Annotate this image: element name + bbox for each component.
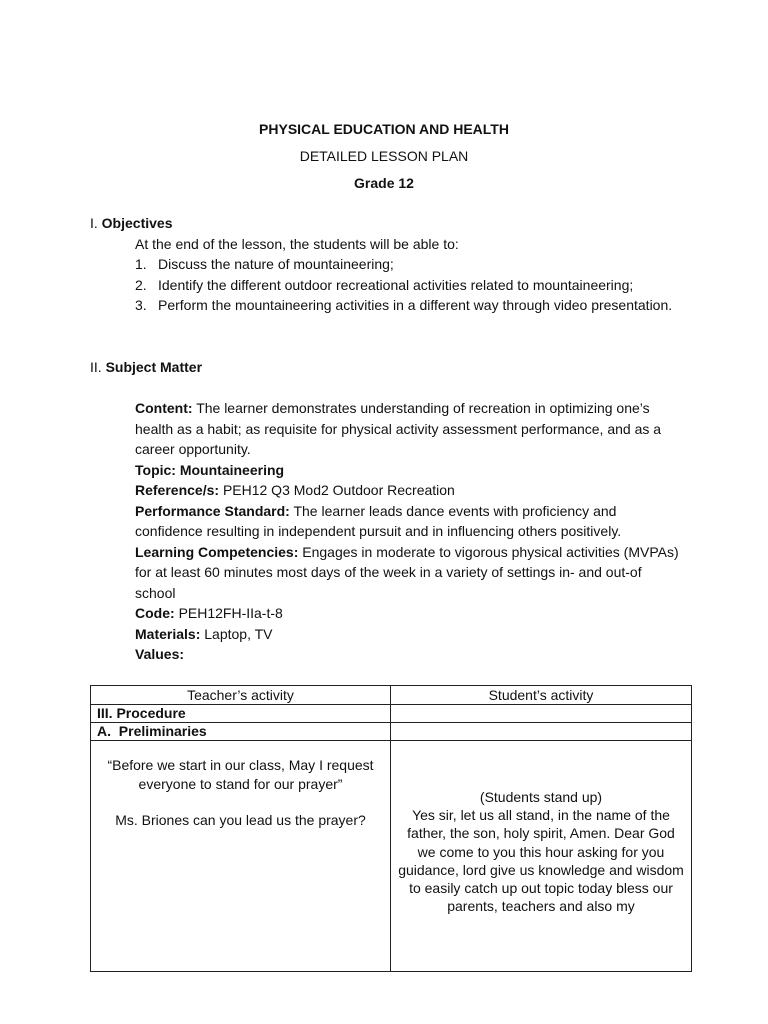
list-item (135, 275, 680, 296)
student-prayer: Yes sir, let us all stand, in the name of the father, the son, holy spirit, Amen. Dear God we come to you this hour asking for you guidance, lord give us knowledge and wisdom to easily catch up out topic today bless our parents, teachers and also my (398, 807, 684, 915)
preliminaries-letter: A. (97, 723, 111, 739)
student-action: (Students stand up) (479, 789, 603, 805)
preliminaries-label: Preliminaries (118, 723, 207, 739)
code-text: PEH12FH-IIa-t-8 (178, 605, 283, 621)
list-number: 1. (135, 256, 147, 272)
subject-matter-heading (90, 357, 202, 378)
teacher-prompt: “Before we start in our class, May I request everyone to stand for our prayer” (107, 757, 374, 792)
values-label: Values: (135, 646, 185, 662)
table-row (91, 705, 692, 723)
list-number: 3. (135, 297, 147, 313)
student-activity-cell (391, 741, 692, 972)
procedure-table (90, 685, 692, 972)
objectives-numeral: I. (90, 215, 98, 231)
materials-text: Laptop, TV (204, 625, 273, 642)
objectives-title: Objectives (101, 215, 173, 231)
competencies-paragraph (135, 542, 680, 604)
list-text: Discuss the nature of mountaineering; (158, 256, 394, 272)
performance-paragraph (135, 501, 680, 542)
list-number: 2. (135, 276, 147, 293)
content-paragraph (135, 398, 680, 460)
teacher-activity-cell (91, 741, 391, 972)
materials-paragraph (135, 624, 680, 645)
list-item (135, 295, 680, 316)
teacher-column-header: Teacher’s activity (91, 686, 391, 705)
objectives-heading (90, 213, 173, 234)
empty-cell (391, 705, 692, 723)
grade-label: Grade 12 (354, 175, 414, 191)
reference-label: Reference/s: (135, 482, 220, 498)
list-text: Perform the mountaineering activities in a different way through video presentation. (158, 297, 673, 313)
content-label: Content: (135, 400, 193, 416)
table-row (91, 723, 692, 741)
competencies-label: Learning Competencies: (135, 543, 299, 560)
content-text: The learner demonstrates understanding of recreation in optimizing one’s health as a habit; as requisite for physical activity assessment performance, and as a career opportunity. (135, 400, 662, 457)
topic-paragraph (135, 460, 680, 481)
competencies-text: Engages in moderate to vigorous physical activities (MVPAs) for at least 60 minutes most days of the week in a variety of settings in- and out-of school (135, 543, 679, 601)
objectives-intro: At the end of the lesson, the students will be able to: (135, 236, 459, 252)
reference-text: PEH12 Q3 Mod2 Outdoor Recreation (222, 482, 455, 498)
objectives-list (135, 254, 680, 316)
list-item (135, 254, 680, 275)
reference-paragraph (135, 480, 680, 501)
subject-matter-body (135, 398, 680, 665)
student-column-header: Student’s activity (391, 686, 692, 705)
materials-label: Materials: (135, 625, 201, 642)
document-title: PHYSICAL EDUCATION AND HEALTH (259, 121, 509, 137)
topic-label: Topic: Mountaineering (135, 461, 285, 478)
values-paragraph (135, 644, 680, 665)
document-subtitle: DETAILED LESSON PLAN (299, 148, 469, 164)
code-label: Code: (135, 605, 175, 621)
teacher-request: Ms. Briones can you lead us the prayer? (115, 812, 366, 828)
table-header-row (91, 686, 692, 705)
procedure-cell: III. Procedure (91, 705, 391, 723)
empty-cell (391, 723, 692, 741)
subject-matter-title: Subject Matter (105, 359, 203, 375)
code-paragraph (135, 603, 680, 624)
table-row (91, 741, 692, 972)
performance-text: The learner leads dance events with proficiency and confidence resulting in independent pursuit and in influencing others positively. (135, 502, 622, 539)
performance-label: Performance Standard: (135, 502, 290, 519)
preliminaries-cell (91, 723, 391, 741)
list-text: Identify the different outdoor recreational activities related to mountaineering; (158, 276, 634, 293)
subject-matter-numeral: II. (90, 359, 102, 375)
